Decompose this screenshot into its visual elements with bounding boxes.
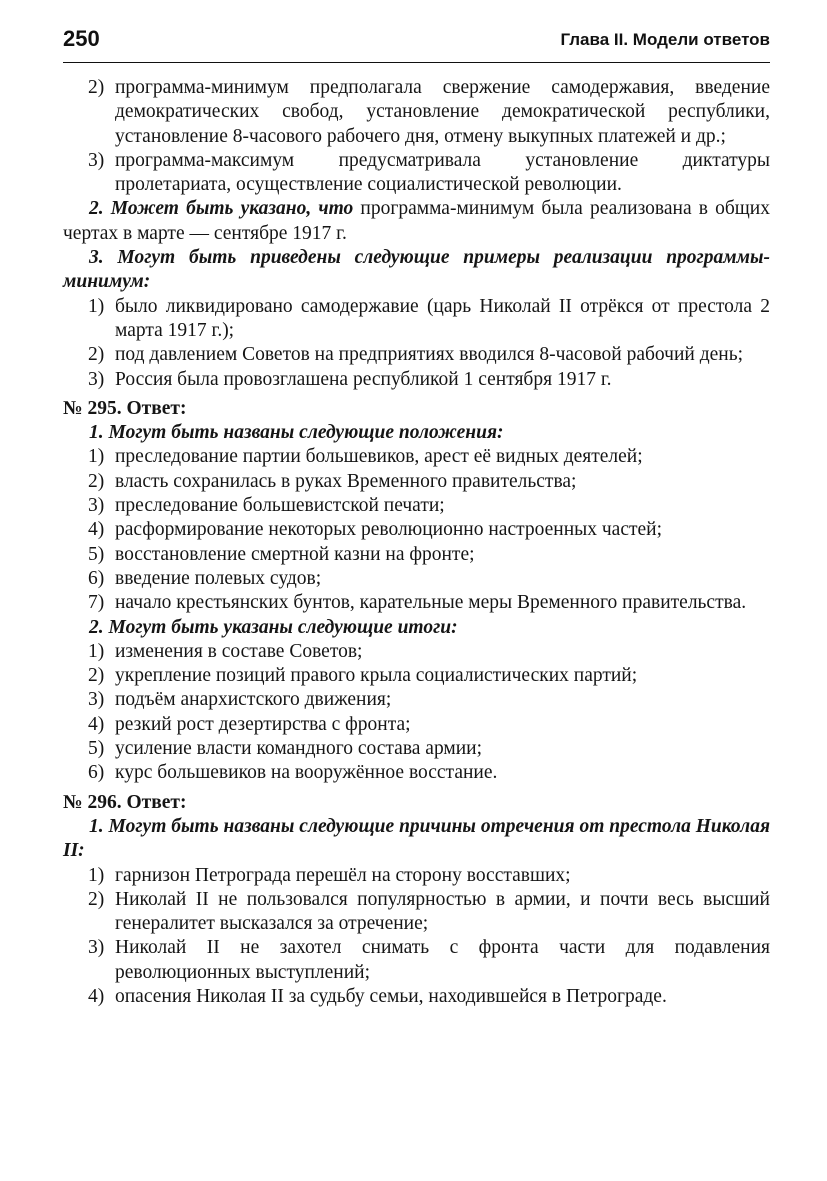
list-item	[88, 543, 770, 567]
list-item-text: под давлением Советов на предприятиях вводился 8-часовой рабочий день;	[115, 344, 744, 366]
list-item-number: 4)	[88, 519, 105, 541]
answer-295-sub2: 2. Могут быть указаны следующие итоги:	[89, 616, 458, 638]
list-item	[88, 149, 770, 198]
list-item-text: подъём анархистского движения;	[115, 689, 392, 711]
examples-list	[63, 295, 770, 392]
list-item-number: 6)	[88, 762, 105, 784]
list-item-text: Россия была провозглашена республикой 1 сентября 1917 г.	[115, 368, 612, 390]
list-item-number: 3)	[88, 689, 105, 711]
list-item-number: 2)	[88, 470, 105, 492]
list-item-text: расформирование некоторых революционно настроенных частей;	[115, 519, 663, 541]
list-item-number: 4)	[88, 985, 105, 1007]
paragraph-2-lead: 2. Может быть указано, что	[89, 198, 354, 220]
list-item-text: начало крестьянских бунтов, карательные меры Временного правительства.	[115, 592, 747, 614]
list-item	[88, 76, 770, 149]
list-item-text: программа-минимум предполагала свержение самодержавия, введение демократических свобод, установление демократической республики, установление 8-часового рабочего дня, отмену выкупных платежей и др.;	[115, 77, 770, 147]
list-item	[88, 445, 770, 469]
list-item	[88, 985, 770, 1009]
list-item-text: восстановление смертной казни на фронте;	[115, 543, 475, 565]
list-item-text: усиление власти командного состава армии;	[115, 738, 483, 760]
list-item-number: 3)	[88, 149, 105, 171]
list-item-number: 2)	[88, 344, 105, 366]
list-item-number: 7)	[88, 592, 105, 614]
paragraph-2-text: программа-минимум была реализована в общих чертах в марте — сентябре 1917 г.	[63, 198, 770, 244]
list-item-number: 5)	[88, 543, 105, 565]
list-item-text: было ликвидировано самодержавие (царь Николай II отрёкся от престола 2 марта 1917 г.);	[115, 295, 770, 341]
list-item-number: 1)	[88, 640, 105, 662]
answer-296-sub1: 1. Могут быть названы следующие причины отречения от престола Николая II:	[63, 815, 770, 862]
list-item	[88, 936, 770, 985]
list-item-text: Николай II не захотел снимать с фронта части для подавления революционных выступлений;	[115, 937, 770, 983]
list-item-text: резкий рост дезертирства с фронта;	[115, 713, 411, 735]
program-list	[63, 76, 770, 197]
paragraph-3: 3. Могут быть приведены следующие примеры реализации программы-минимум:	[63, 247, 770, 293]
list-item	[88, 640, 770, 664]
list-item-number: 2)	[88, 888, 105, 910]
list-item-text: опасения Николая II за судьбу семьи, находившейся в Петрограде.	[115, 985, 667, 1007]
list-item	[88, 688, 770, 712]
list-item	[88, 470, 770, 494]
list-item	[88, 888, 770, 937]
answer-295-list2	[63, 640, 770, 786]
list-item-number: 3)	[88, 495, 105, 517]
list-item-text: программа-максимум предусматривала установление диктатуры пролетариата, осуществление социалистической революции.	[115, 149, 770, 196]
answer-296-heading: № 296. Ответ:	[63, 791, 187, 813]
list-item-number: 4)	[88, 713, 105, 735]
list-item	[88, 713, 770, 737]
answer-295-sub1: 1. Могут быть названы следующие положения:	[89, 422, 504, 444]
list-item-number: 3)	[88, 368, 105, 390]
list-item-text: введение полевых судов;	[115, 567, 322, 589]
list-item-text: укрепление позиций правого крыла социалистических партий;	[115, 665, 638, 687]
page-body	[63, 76, 770, 1009]
list-item	[88, 494, 770, 518]
answer-295-list1	[63, 445, 770, 615]
list-item-number: 6)	[88, 567, 105, 589]
list-item	[88, 295, 770, 344]
list-item	[88, 368, 770, 392]
list-item	[88, 518, 770, 542]
list-item-text: Николай II не пользовался популярностью в армии, и почти весь высший генералитет высказался за отречение;	[115, 888, 770, 935]
list-item-number: 2)	[88, 77, 105, 98]
list-item-text: курс большевиков на вооружённое восстание.	[115, 762, 498, 784]
list-item-text: преследование партии большевиков, арест её видных деятелей;	[115, 446, 643, 468]
list-item-text: власть сохранилась в руках Временного правительства;	[115, 470, 577, 492]
list-item	[88, 761, 770, 785]
paragraph-2	[63, 197, 770, 246]
list-item-text: преследование большевистской печати;	[115, 495, 445, 517]
list-item-number: 1)	[88, 446, 105, 468]
list-item	[88, 591, 770, 615]
list-item-text: изменения в составе Советов;	[115, 640, 363, 662]
list-item	[88, 567, 770, 591]
answer-296-list1	[63, 864, 770, 1010]
list-item-number: 2)	[88, 665, 105, 687]
list-item-number: 1)	[88, 295, 105, 317]
list-item	[88, 664, 770, 688]
list-item-number: 5)	[88, 738, 105, 760]
page-number: 250	[63, 26, 100, 51]
list-item-number: 3)	[88, 937, 105, 959]
list-item	[88, 737, 770, 761]
page-header	[63, 22, 770, 63]
chapter-title: Глава II. Модели ответов	[560, 30, 770, 49]
list-item	[88, 864, 770, 888]
list-item-number: 1)	[88, 864, 105, 886]
answer-295-heading: № 295. Ответ:	[63, 397, 187, 419]
list-item	[88, 343, 770, 367]
list-item-text: гарнизон Петрограда перешёл на сторону восставших;	[115, 864, 571, 886]
